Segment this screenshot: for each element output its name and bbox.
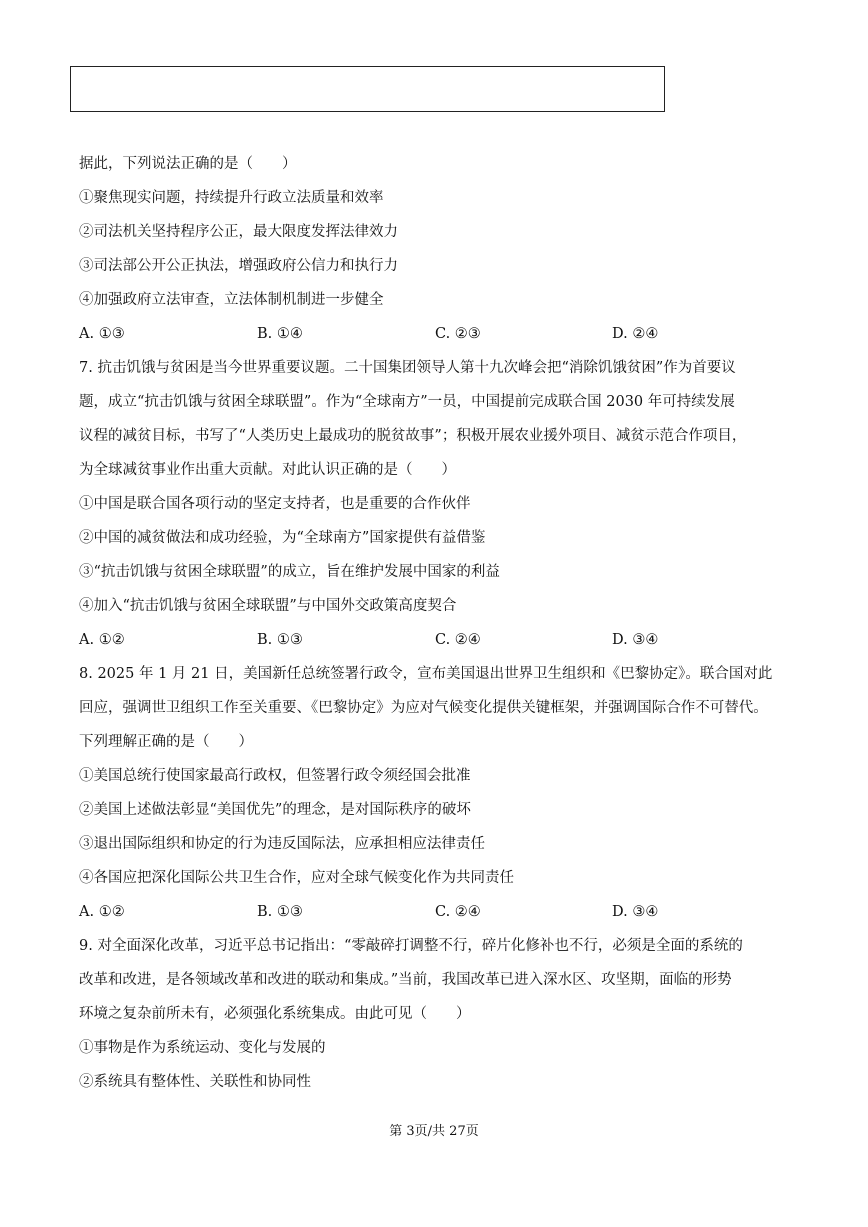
- q9-line-2: 改革和改进，是各领域改革和改进的联动和集成。”当前，我国改革已进入深水区、攻坚期，面临的形势: [79, 972, 732, 988]
- q6-item-1: ①聚焦现实问题，持续提升行政立法质量和效率: [79, 190, 384, 206]
- q8-option-a: A. ①②: [79, 904, 125, 920]
- page-footer: 第 3页/共 27页: [389, 1124, 479, 1139]
- q8-option-d: D. ③④: [612, 904, 659, 920]
- q9-item-1: ①事物是作为系统运动、变化与发展的: [79, 1040, 326, 1056]
- q7-option-a: A. ①②: [79, 632, 125, 648]
- q6-option-d: D. ②④: [612, 326, 659, 342]
- q7-line-4: 为全球减贫事业作出重大贡献。对此认识正确的是（ ）: [79, 462, 456, 478]
- q6-stem: 据此，下列说法正确的是（ ）: [79, 156, 297, 172]
- q8-item-4: ④各国应把深化国际公共卫生合作，应对全球气候变化作为共同责任: [79, 870, 514, 886]
- q8-line-2: 回应，强调世卫组织工作至关重要、《巴黎协定》为应对气候变化提供关键框架，并强调国际合作不可替代。: [79, 700, 768, 716]
- q6-option-a: A. ①③: [79, 326, 125, 342]
- q7-line-3: 议程的减贫目标，书写了“人类历史上最成功的脱贫故事”；积极开展农业援外项目、减贫示范合作项目，: [79, 428, 747, 444]
- q6-item-4: ④加强政府立法审查，立法体制机制进一步健全: [79, 292, 384, 308]
- q6-options: [79, 322, 791, 356]
- page-content: [79, 152, 791, 1104]
- q9-line-3: 环境之复杂前所未有，必须强化系统集成。由此可见（ ）: [79, 1006, 471, 1022]
- q9-item-2: ②系统具有整体性、关联性和协同性: [79, 1074, 311, 1090]
- q7-item-2: ②中国的减贫做法和成功经验，为“全球南方”国家提供有益借鉴: [79, 530, 486, 546]
- q8-line-3: 下列理解正确的是（ ）: [79, 734, 253, 750]
- q6-option-b: B. ①④: [257, 326, 303, 342]
- q6-item-3: ③司法部公开公正执法，增强政府公信力和执行力: [79, 258, 398, 274]
- q8-options: [79, 900, 791, 934]
- q7-item-3: ③“抗击饥饿与贫困全球联盟”的成立，旨在维护发展中国家的利益: [79, 564, 500, 580]
- q7-line-2: 题，成立“抗击饥饿与贫困全球联盟”。作为“全球南方”一员，中国提前完成联合国 2030 年可持续发展: [79, 394, 735, 410]
- q7-item-4: ④加入“抗击饥饿与贫困全球联盟”与中国外交政策高度契合: [79, 598, 457, 614]
- q8-item-1: ①美国总统行使国家最高行政权，但签署行政令须经国会批准: [79, 768, 471, 784]
- q8-item-3: ③退出国际组织和协定的行为违反国际法，应承担相应法律责任: [79, 836, 485, 852]
- answer-box: [70, 66, 665, 112]
- q6-item-2: ②司法机关坚持程序公正，最大限度发挥法律效力: [79, 224, 398, 240]
- q8-option-c: C. ②④: [435, 904, 481, 920]
- q8-option-b: B. ①③: [257, 904, 303, 920]
- q7-option-d: D. ③④: [612, 632, 659, 648]
- q9-line-1: 9. 对全面深化改革，习近平总书记指出：“零敲碎打调整不行，碎片化修补也不行，必须是全面的系统的: [79, 938, 743, 954]
- q6-option-c: C. ②③: [435, 326, 481, 342]
- q8-item-2: ②美国上述做法彰显“美国优先”的理念，是对国际秩序的破坏: [79, 802, 471, 818]
- q7-options: [79, 628, 791, 662]
- q7-line-1: 7. 抗击饥饿与贫困是当今世界重要议题。二十国集团领导人第十九次峰会把“消除饥饿贫困”作为首要议: [79, 360, 736, 376]
- q7-option-b: B. ①③: [257, 632, 303, 648]
- q7-item-1: ①中国是联合国各项行动的坚定支持者，也是重要的合作伙伴: [79, 496, 471, 512]
- q8-line-1: 8. 2025 年 1 月 21 日，美国新任总统签署行政令，宣布美国退出世界卫生组织和《巴黎协定》。联合国对此: [79, 666, 773, 682]
- q7-option-c: C. ②④: [435, 632, 481, 648]
